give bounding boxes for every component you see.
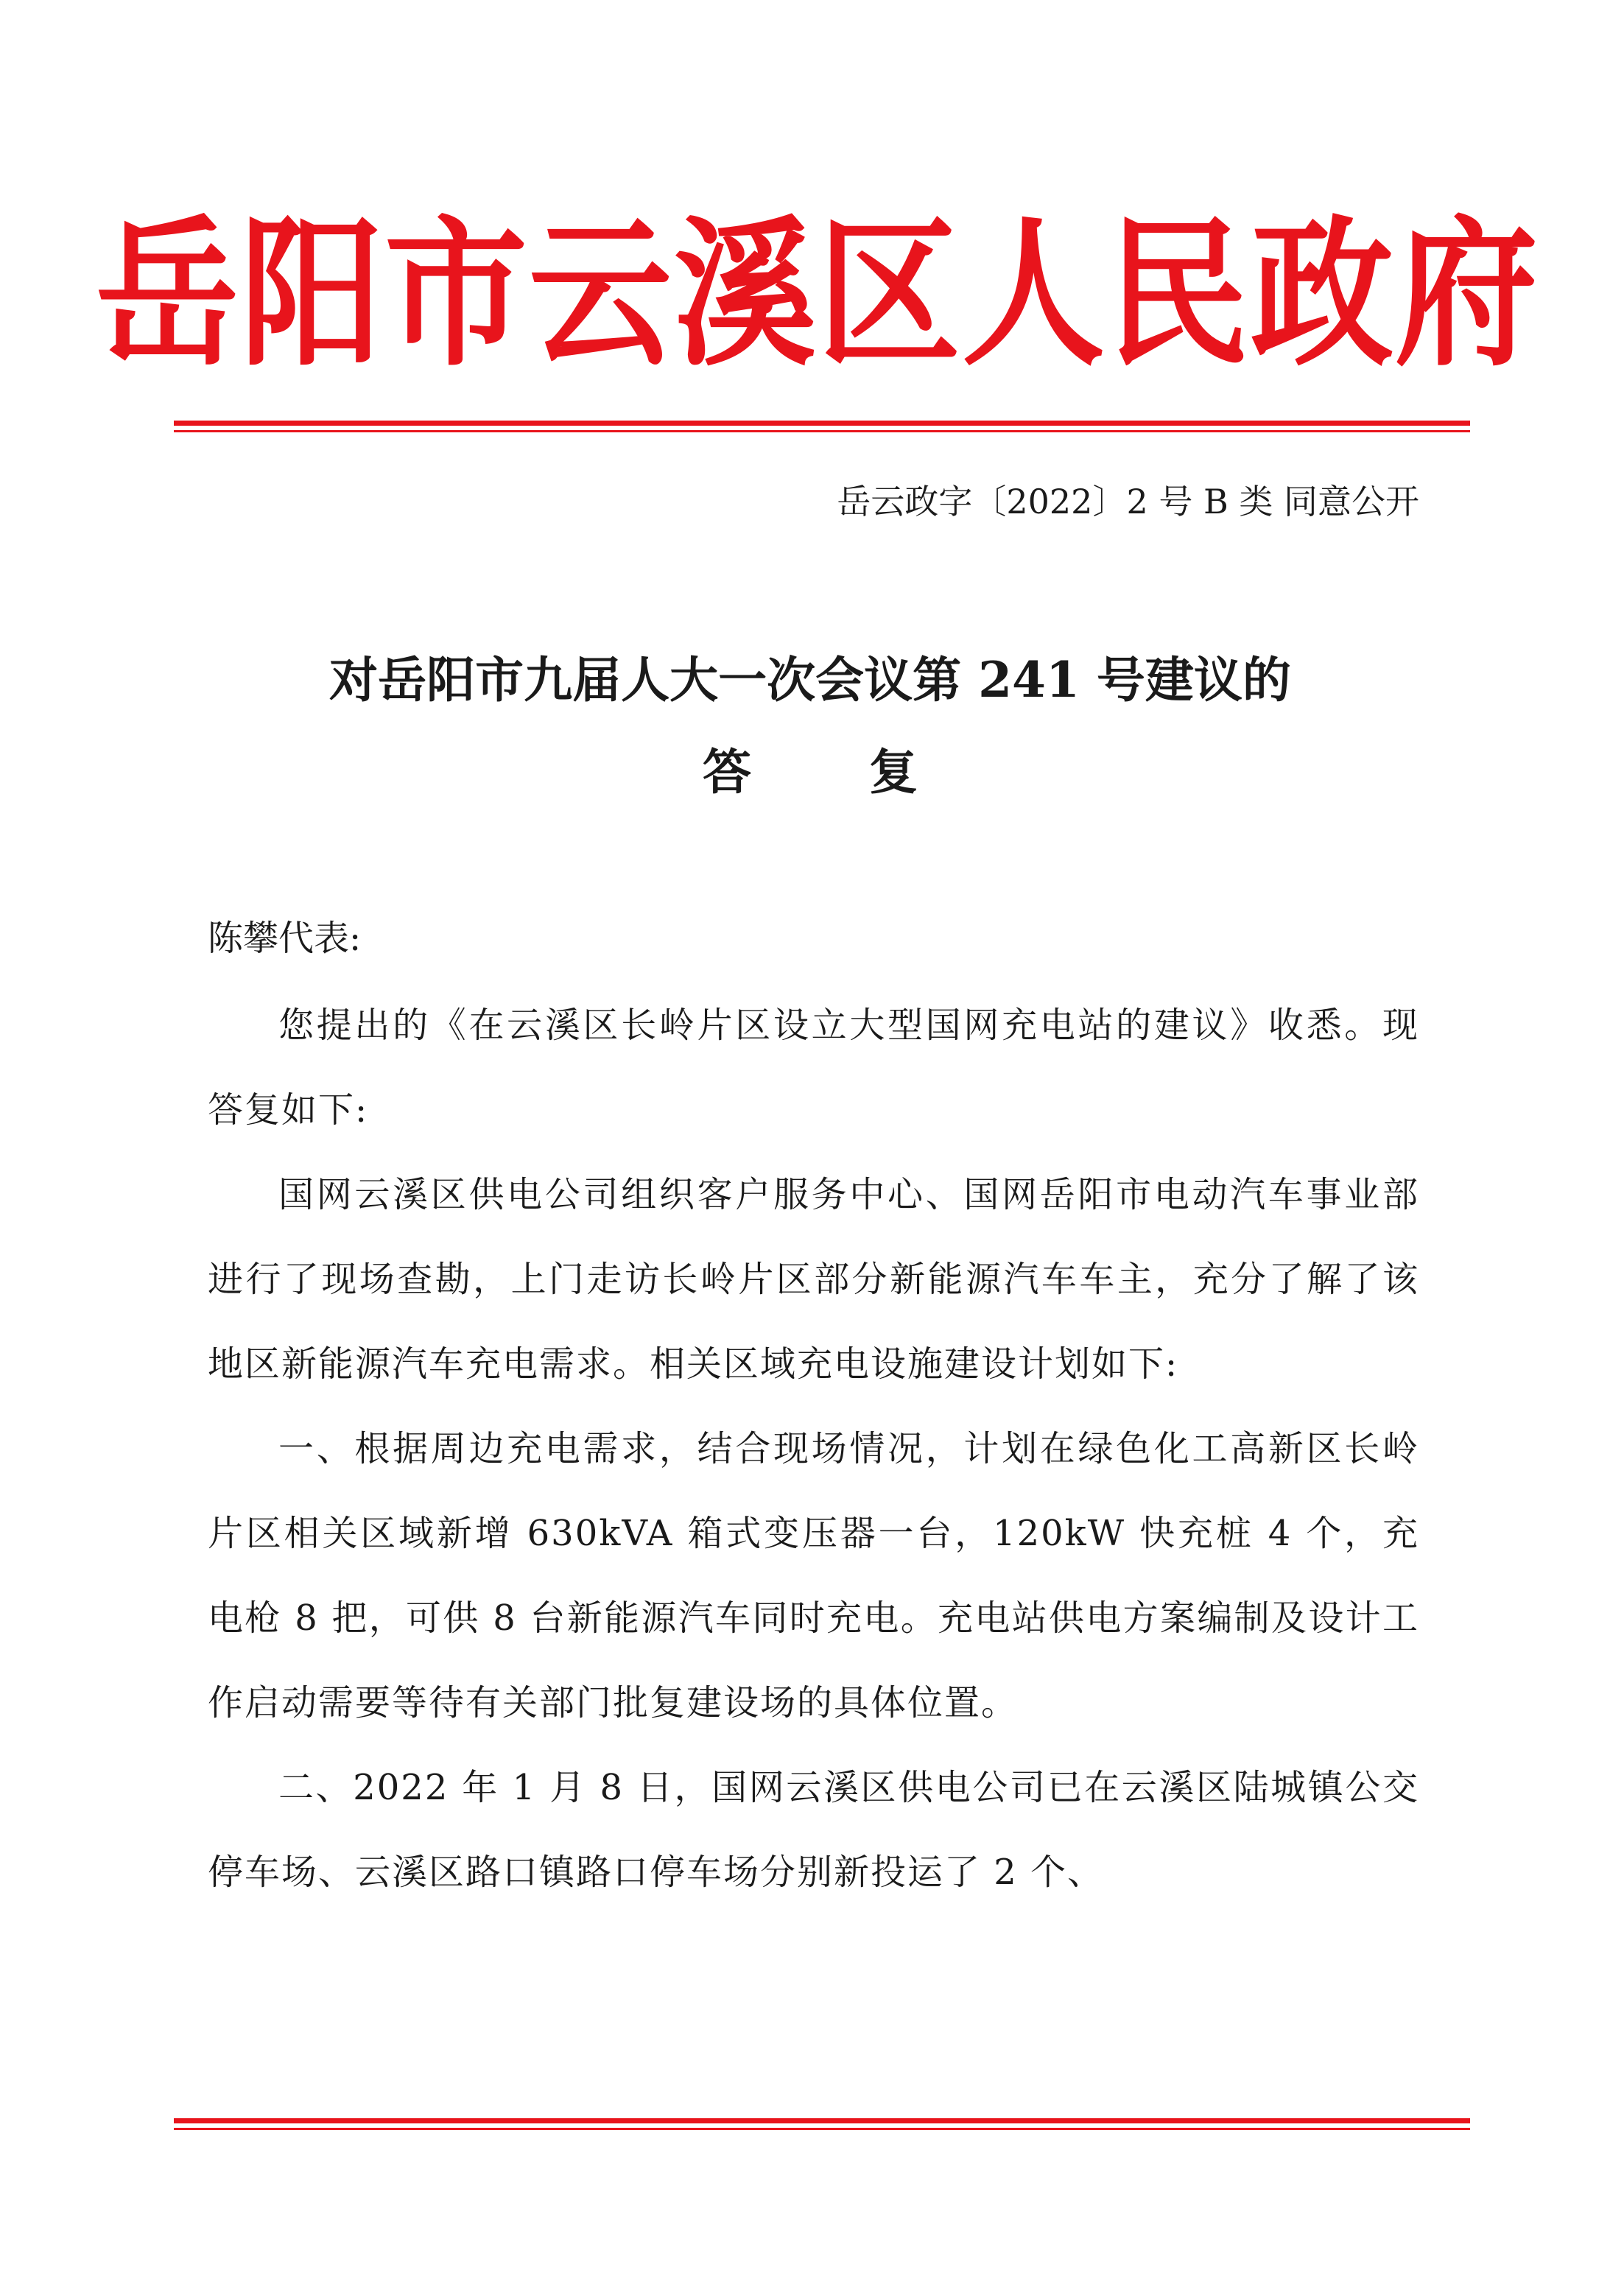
title-char-reply: 复	[869, 743, 918, 801]
letter-body	[208, 983, 1419, 1915]
document-title-line1: 对岳阳市九届人大一次会议第 241 号建议的	[329, 651, 1291, 709]
header-red-rule-thin	[174, 430, 1470, 432]
title-char-answer: 答	[703, 743, 751, 801]
header-red-rule	[174, 421, 1470, 426]
document-number: 岳云政字〔2022〕2 号 B 类 同意公开	[837, 482, 1419, 521]
body-paragraph: 一、根据周边充电需求，结合现场情况，计划在绿色化工高新区长岭片区相关区域新增 630kVA 箱式变压器一台，120kW 快充桩 4 个，充电枪 8 把，可供 8 台新能源汽车同时充电。充电站供电方案编制及设计工作启动需要等待有关部门批复建设场的具体位置。	[208, 1428, 1419, 1723]
body-paragraph: 二、2022 年 1 月 8 日，国网云溪区供电公司已在云溪区陆城镇公交停车场、云溪区路口镇路口停车场分别新投运了 2 个、	[208, 1767, 1419, 1893]
salutation: 陈攀代表:	[208, 918, 362, 959]
document-title-line2	[147, 743, 1473, 801]
footer-red-rule	[174, 2118, 1470, 2123]
footer-red-rule-thin	[174, 2128, 1470, 2130]
issuer-masthead: 岳阳市云溪区人民政府	[96, 201, 1539, 388]
body-paragraph: 国网云溪区供电公司组织客户服务中心、国网岳阳市电动汽车事业部进行了现场查勘，上门走访长岭片区部分新能源汽车车主，充分了解了该地区新能源汽车充电需求。相关区域充电设施建设计划如下:	[208, 1174, 1419, 1385]
body-paragraph: 您提出的《在云溪区长岭片区设立大型国网充电站的建议》收悉。现答复如下:	[208, 1005, 1419, 1131]
